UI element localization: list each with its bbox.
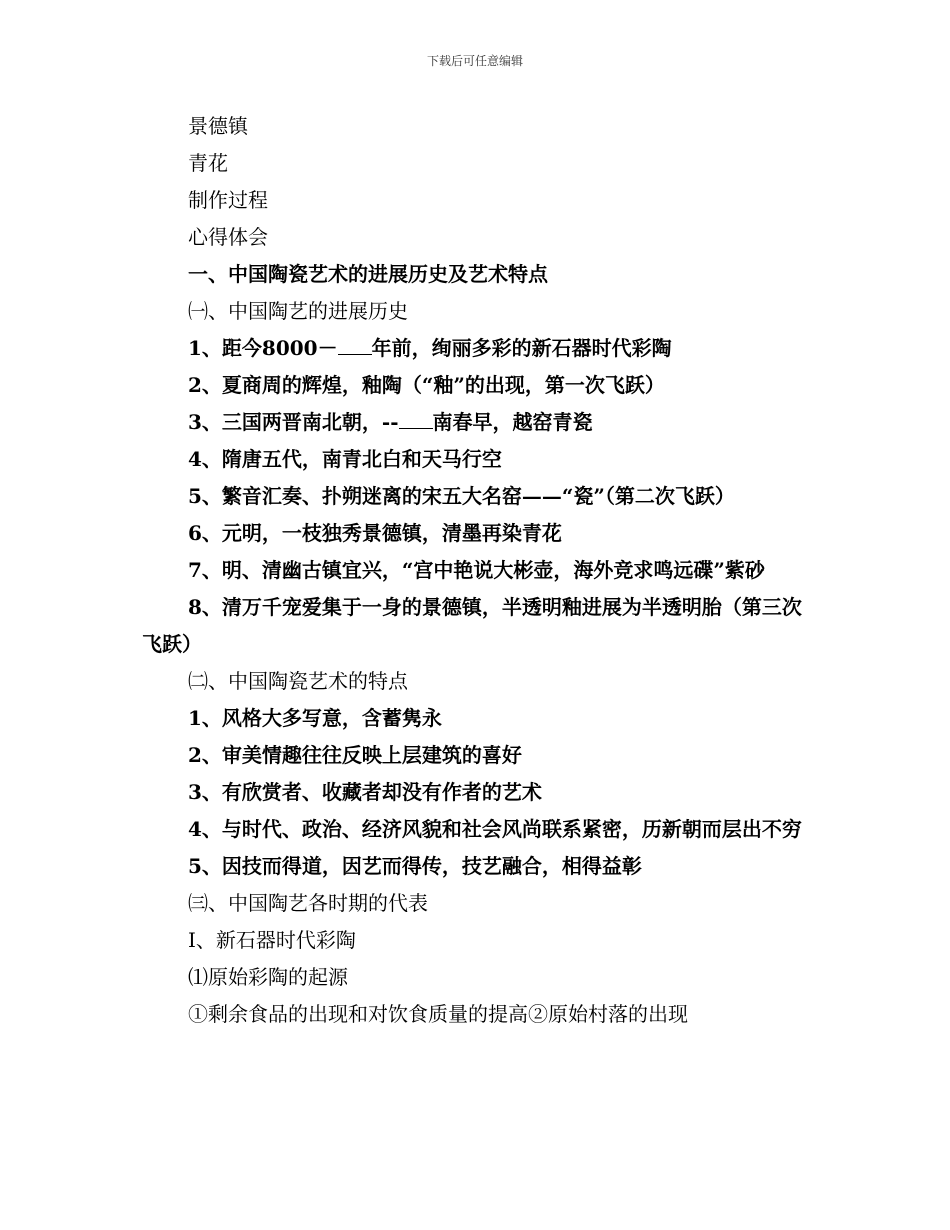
list-item [142, 404, 814, 441]
list-item: 8、清万千宠爱集于一身的景德镇，半透明釉进展为半透明胎（第三次飞跃） [142, 595, 802, 656]
fill-blank [399, 410, 433, 429]
list-item: 2、审美情趣往往反映上层建筑的喜好 [188, 743, 522, 767]
list-item: 青花 [188, 151, 228, 175]
list-item: ①剩余食品的出现和对饮食质量的提高②原始村落的出现 [188, 1002, 688, 1026]
list-item: 5、因技而得道，因艺而得传，技艺融合，相得益彰 [188, 854, 642, 878]
subsection-heading: ㈠、中国陶艺的进展历史 [188, 299, 408, 323]
list-item: 制作过程 [188, 188, 268, 212]
list-item [142, 330, 814, 367]
text-part: 3、三国两晋南北朝，-- [188, 410, 399, 434]
list-item: 1、风格大多写意，含蓄隽永 [188, 706, 442, 730]
list-item: 3、有欣赏者、收藏者却没有作者的艺术 [188, 780, 542, 804]
list-item: 7、明、清幽古镇宜兴，“宫中艳说大彬壶，海外竞求鸣远碟”紫砂 [188, 558, 765, 582]
subsection-heading: ㈡、中国陶瓷艺术的特点 [188, 669, 408, 693]
fill-blank [338, 336, 372, 355]
document-body [142, 108, 814, 1033]
list-item: ⑴原始彩陶的起源 [188, 965, 348, 989]
subsection-heading: Ⅰ、新石器时代彩陶 [188, 928, 356, 952]
text-part: 年前，绚丽多彩的新石器时代彩陶 [371, 336, 672, 360]
list-item: 2、夏商周的辉煌，釉陶（“釉”的出现，第一次飞跃） [188, 373, 665, 397]
list-item: 4、隋唐五代，南青北白和天马行空 [188, 447, 502, 471]
subsection-heading: ㈢、中国陶艺各时期的代表 [188, 891, 428, 915]
list-item: 4、与时代、政治、经济风貌和社会风尚联系紧密，历新朝而层出不穷 [188, 817, 802, 841]
list-item: 景德镇 [188, 114, 248, 138]
list-item: 6、元明，一枝独秀景德镇，清墨再染青花 [188, 521, 562, 545]
list-item: 心得体会 [188, 225, 268, 249]
text-part: 南春早，越窑青瓷 [432, 410, 593, 434]
page-header: 下载后可任意编辑 [426, 54, 523, 68]
list-item: 5、繁音汇奏、扑朔迷离的宋五大名窑——“瓷”（第二次飞跃） [188, 484, 735, 508]
section-heading: 一、中国陶瓷艺术的进展历史及艺术特点 [188, 262, 548, 286]
text-part: 1、距今8000－ [188, 336, 338, 360]
